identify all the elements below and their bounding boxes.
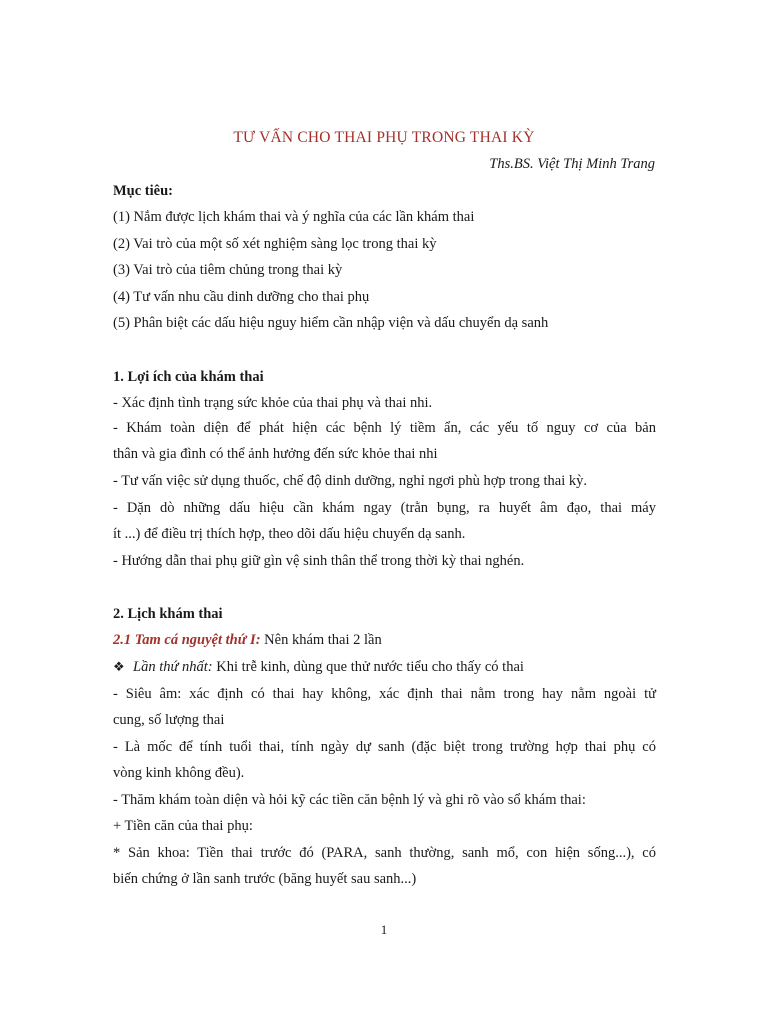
trimester-label: 2.1 Tam cá nguyệt thứ I: bbox=[113, 632, 261, 648]
section2-line: - Thăm khám toàn diện và hỏi kỹ các tiền căn bệnh lý và ghi rõ vào sổ khám thai: bbox=[113, 792, 586, 808]
section2-line: cung, số lượng thai bbox=[113, 712, 225, 728]
objective-item: (4) Tư vấn nhu cầu dinh dưỡng cho thai phụ bbox=[113, 289, 370, 305]
document-title: TƯ VẤN CHO THAI PHỤ TRONG THAI KỲ bbox=[233, 129, 535, 146]
section1-line: ít ...) để điều trị thích hợp, theo dõi dấu hiệu chuyển dạ sanh. bbox=[113, 526, 466, 542]
section1-line: - Dặn dò những dấu hiệu cần khám ngay (trằn bụng, ra huyết âm đạo, thai máy bbox=[113, 500, 656, 516]
section2-heading: 2. Lịch khám thai bbox=[113, 606, 223, 622]
section1-line: - Khám toàn diện để phát hiện các bệnh lý tiềm ẩn, các yếu tố nguy cơ của bản bbox=[113, 420, 656, 436]
section2-subheading bbox=[113, 630, 656, 650]
section2-line: biến chứng ở lần sanh trước (băng huyết sau sanh...) bbox=[113, 871, 417, 887]
section2-line: + Tiền căn của thai phụ: bbox=[113, 818, 253, 834]
visit-label: Lần thứ nhất: bbox=[133, 659, 213, 675]
section2-line: * Sản khoa: Tiền thai trước đó (PARA, sanh thường, sanh mổ, con hiện sống...), có bbox=[113, 845, 656, 861]
section2-line: - Là mốc để tính tuổi thai, tính ngày dự sanh (đặc biệt trong trường hợp thai phụ có bbox=[113, 739, 656, 755]
author-line: Ths.BS. Việt Thị Minh Trang bbox=[489, 156, 655, 172]
section1-line: - Xác định tình trạng sức khỏe của thai phụ và thai nhi. bbox=[113, 395, 433, 411]
section1-line: thân và gia đình có thể ảnh hưởng đến sức khỏe thai nhi bbox=[113, 446, 438, 462]
objective-item: (1) Nắm được lịch khám thai và ý nghĩa của các lần khám thai bbox=[113, 209, 475, 225]
section2-line: - Siêu âm: xác định có thai hay không, xác định thai nằm trong hay nằm ngoài tử bbox=[113, 686, 656, 702]
objective-item: (5) Phân biệt các dấu hiệu nguy hiểm cần nhập viện và dấu chuyển dạ sanh bbox=[113, 315, 549, 331]
trimester-text: Nên khám thai 2 lần bbox=[260, 632, 382, 648]
objective-item: (2) Vai trò của một số xét nghiệm sàng lọc trong thai kỳ bbox=[113, 236, 437, 252]
diamond-bullet-icon: ❖ bbox=[113, 659, 125, 674]
section2-line: vòng kinh không đều). bbox=[113, 765, 245, 781]
section1-line: - Tư vấn việc sử dụng thuốc, chế độ dinh dưỡng, nghỉ ngơi phù hợp trong thai kỳ. bbox=[113, 473, 588, 489]
page-number: 1 bbox=[380, 922, 388, 937]
visit-bullet bbox=[113, 657, 656, 677]
objectives-heading: Mục tiêu: bbox=[113, 183, 173, 199]
section1-heading: 1. Lợi ích của khám thai bbox=[113, 369, 264, 385]
objective-item: (3) Vai trò của tiêm chủng trong thai kỳ bbox=[113, 262, 343, 278]
visit-text: Khi trễ kinh, dùng que thử nước tiểu cho thấy có thai bbox=[212, 659, 524, 675]
section1-line: - Hướng dẫn thai phụ giữ gìn vệ sinh thân thể trong thời kỳ thai nghén. bbox=[113, 553, 525, 569]
